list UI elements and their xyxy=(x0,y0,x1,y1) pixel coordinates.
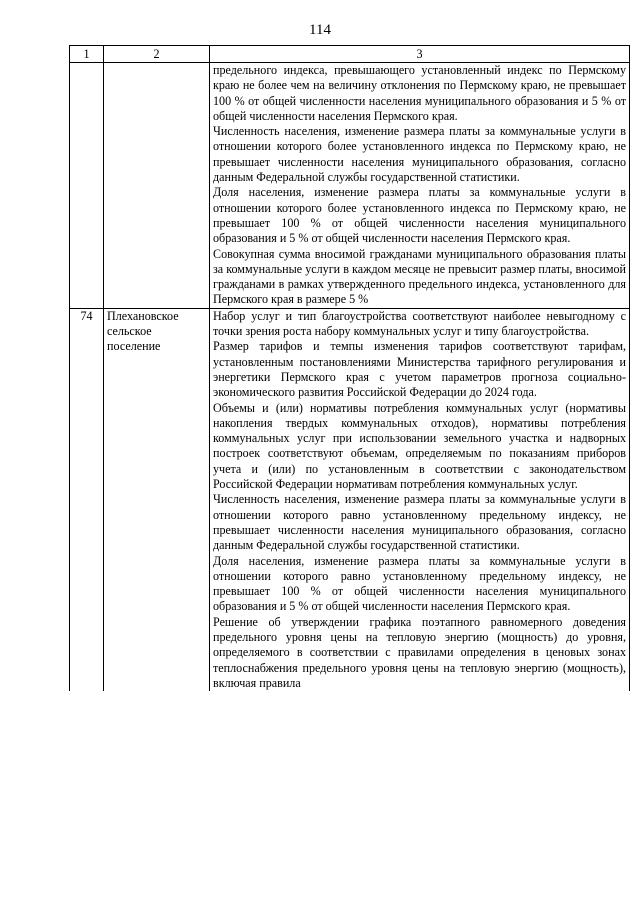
criteria-paragraph: Решение об утверждении графика поэтапного равномерного доведения предельного уровня цены на тепловую энергию (мощность) до уровня, определяемого в соответствии с правилами определения в ценовых зонах теплоснабжения предельного уровня цены на тепловую энергию (мощность), включая правила xyxy=(213,614,626,690)
criteria-cell xyxy=(210,308,630,691)
criteria-paragraph: Доля населения, изменение размера платы за коммунальные услуги в отношении которого более установленного индекса по Пермскому краю, не превышает 100 % от общей численности населения муниципального образования и 5 % от общей численности населения Пермского края. xyxy=(213,185,626,246)
criteria-paragraph: предельного индекса, превышающего установленный индекс по Пермскому краю не более чем на величину отклонения по Пермскому краю, не превышает 100 % от общей численности населения муниципального образования и 5 % от общей численности населения Пермского края. xyxy=(213,63,626,123)
criteria-paragraph: Численность населения, изменение размера платы за коммунальные услуги в отношении которого более установленного индекса по Пермскому краю, не превышает численности населения муниципального образования, согласно данным Федеральной службы государственной статистики. xyxy=(213,124,626,185)
table-header-row xyxy=(70,46,630,63)
table-row xyxy=(70,63,630,309)
page-number: 114 xyxy=(309,22,331,38)
document-table xyxy=(69,45,630,691)
row-number: 74 xyxy=(70,308,104,691)
criteria-paragraph: Доля населения, изменение размера платы за коммунальные услуги в отношении которого равно установленному предельному индексу, не превышает 100 % от общей численности населения муниципального образования и 5 % от общей численности населения Пермского края. xyxy=(213,553,626,614)
municipality-name xyxy=(104,63,210,309)
criteria-paragraph: Объемы и (или) нормативы потребления коммунальных услуг (нормативы накопления твердых коммунальных отходов), нормативы потребления коммунальных услуг при использовании земельного участка и надворных построек соответствуют объемам, определяемым по показаниям приборов учета и (или) по установленным в соответствии с законодательством Российской Федерации нормативам потребления коммунальных услуг. xyxy=(213,400,626,492)
row-number xyxy=(70,63,104,309)
column-header: 2 xyxy=(104,46,210,63)
column-header: 1 xyxy=(70,46,104,63)
criteria-paragraph: Размер тарифов и темпы изменения тарифов соответствуют тарифам, установленным постановлениями Министерства тарифного регулирования и энергетики Пермского края с учетом параметров прогноза социально-экономического развития Российской Федерации до 2024 года. xyxy=(213,339,626,400)
criteria-paragraph: Численность населения, изменение размера платы за коммунальные услуги в отношении которого равно установленному предельному индексу, не превышает численности населения муниципального образования, согласно данным Федеральной службы государственной статистики. xyxy=(213,492,626,553)
municipality-name: Плехановское сельское поселение xyxy=(104,308,210,691)
column-header: 3 xyxy=(210,46,630,63)
criteria-cell xyxy=(210,63,630,309)
criteria-paragraph: Совокупная сумма вносимой гражданами муниципального образования платы за коммунальные услуги в каждом месяце не превысит размер платы, вносимой гражданами в рамках утвержденного предельного индекса, установленного для Пермского края в размере 5 % xyxy=(213,246,626,307)
table-row xyxy=(70,308,630,691)
criteria-paragraph: Набор услуг и тип благоустройства соответствуют наиболее невыгодному с точки зрения роста набору коммунальных услуг и типу благоустройства. xyxy=(213,308,626,339)
